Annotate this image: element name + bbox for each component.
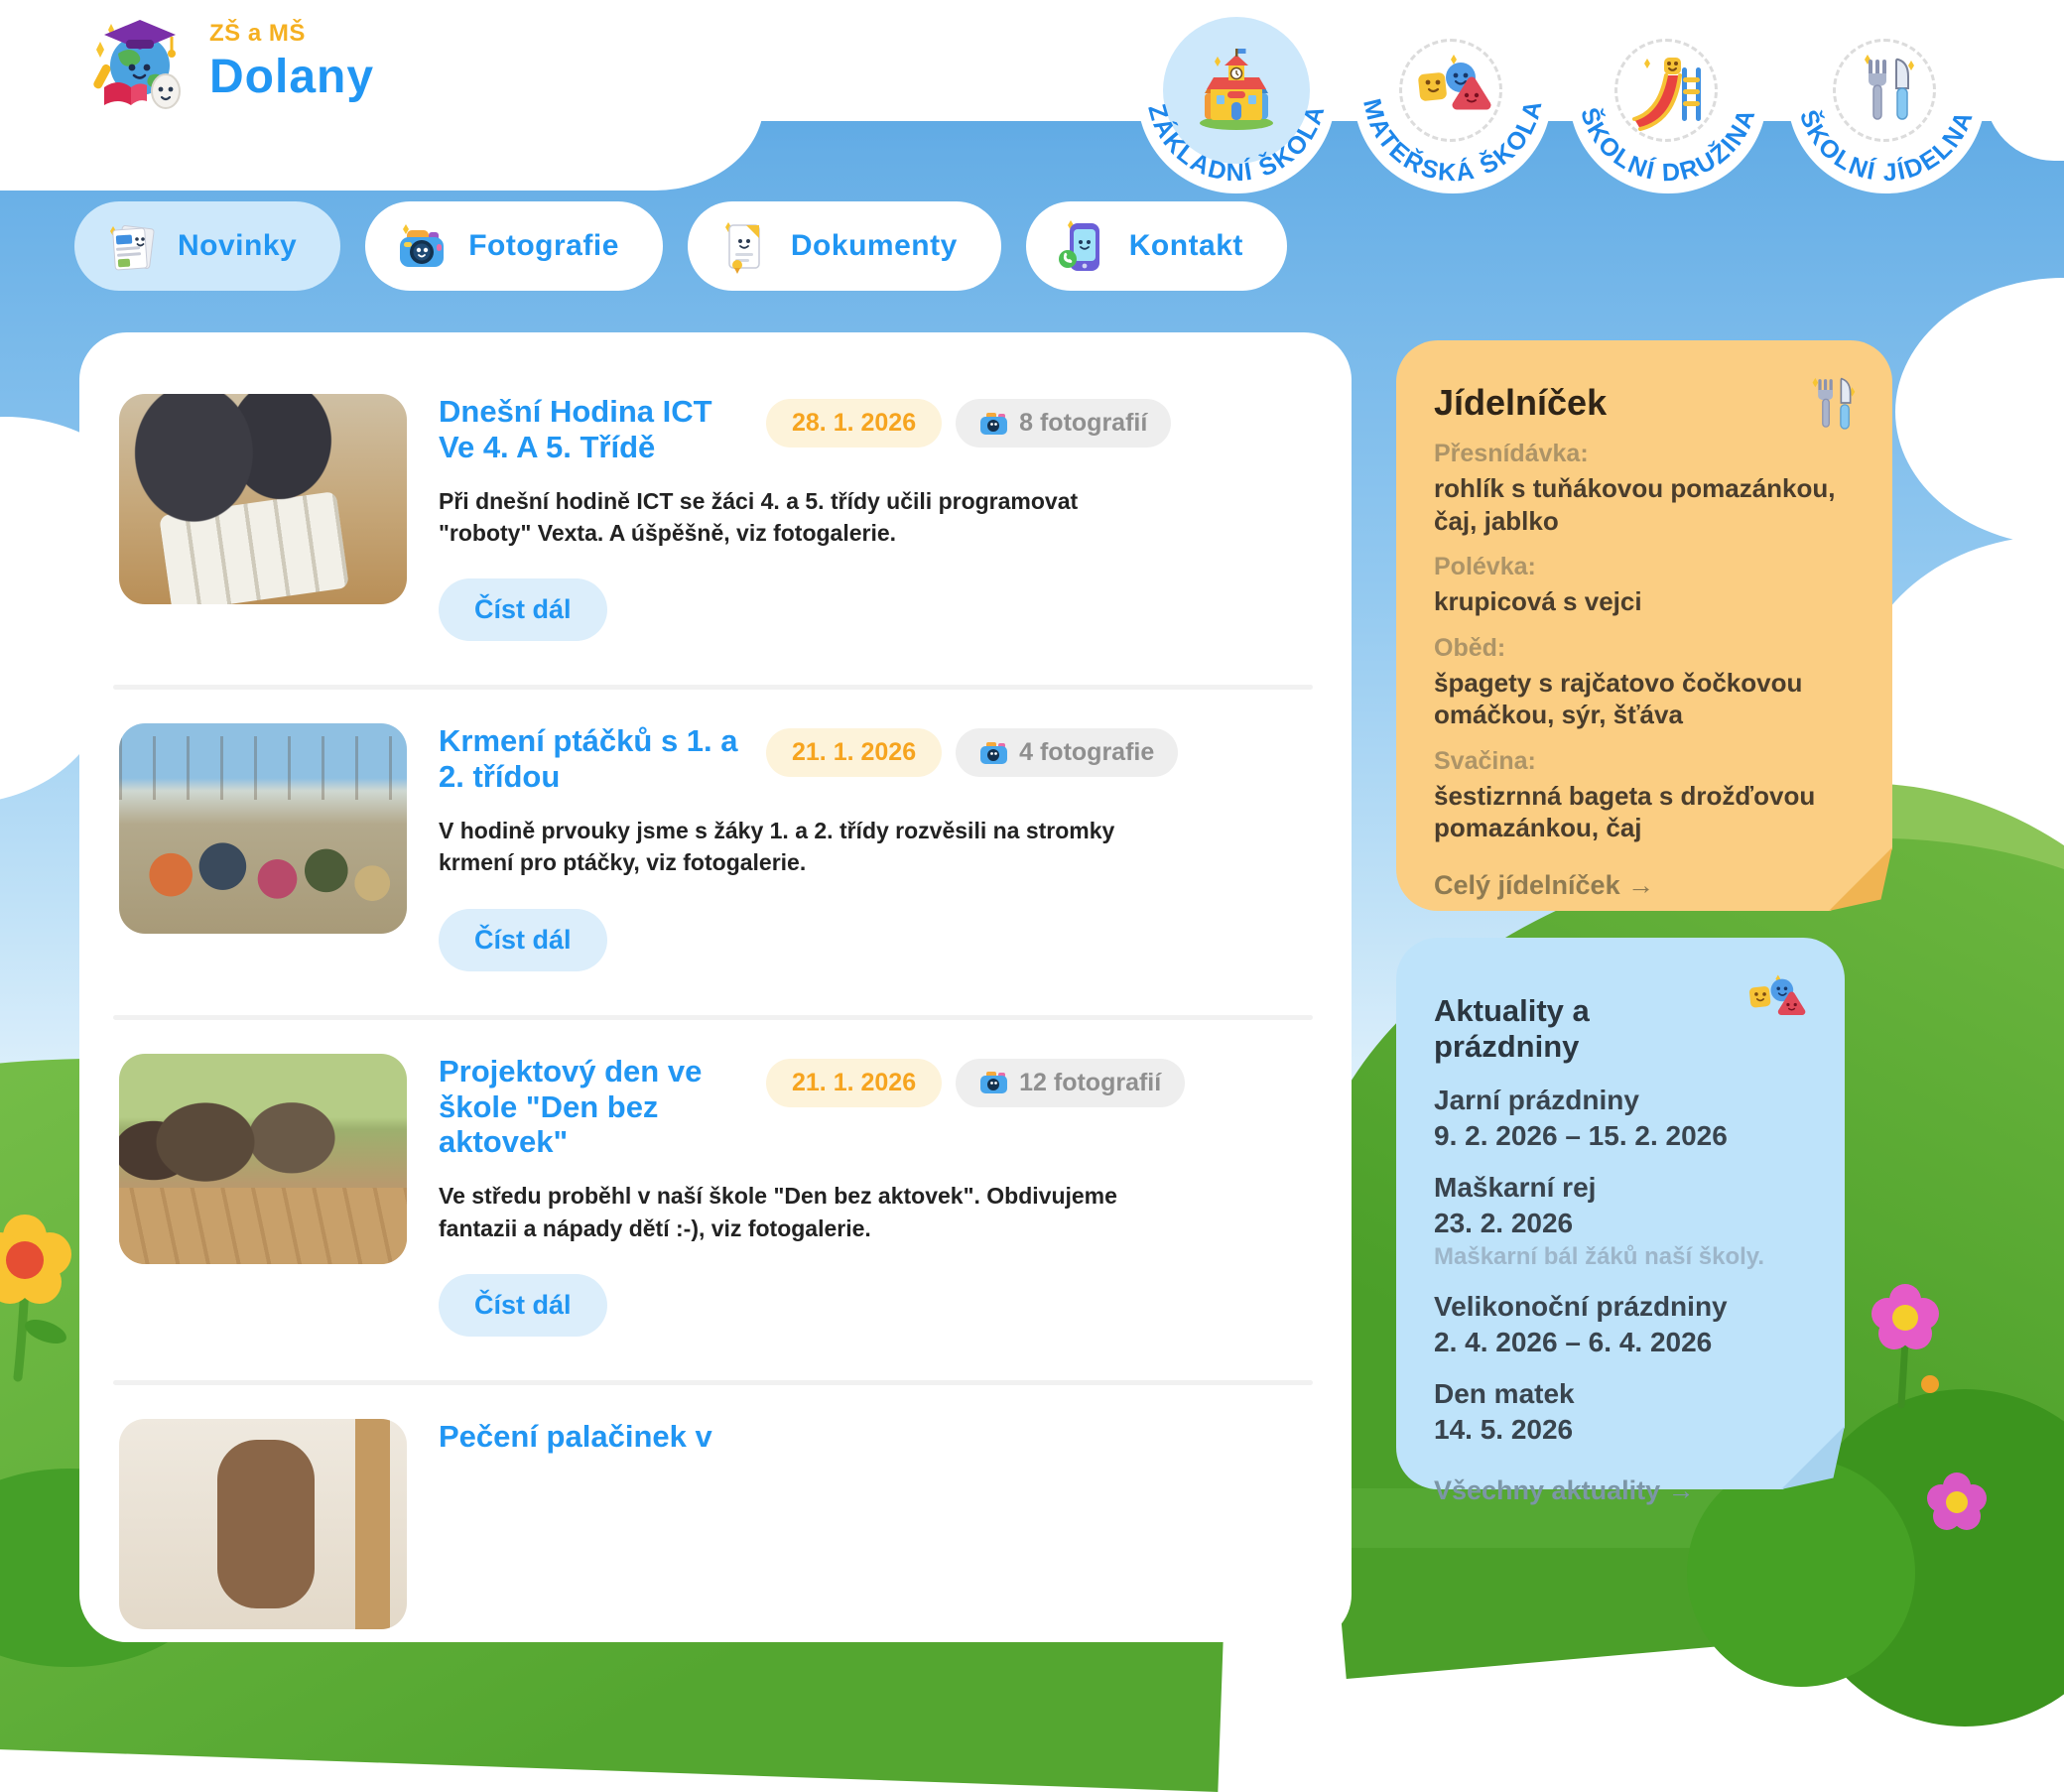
- nav-fotografie[interactable]: [365, 201, 663, 291]
- nav-novinky[interactable]: [74, 201, 340, 291]
- news-item: [119, 690, 1307, 1014]
- camera-icon: [393, 217, 451, 275]
- event-note: Maškarní bál žáků naší školy.: [1434, 1243, 1765, 1270]
- news-photo-thumbnail[interactable]: [119, 723, 407, 934]
- flower-dot: [1921, 1375, 1939, 1393]
- nav-label: Kontakt: [1128, 229, 1243, 262]
- date-badge: 28. 1. 2026: [766, 399, 942, 448]
- news-excerpt: V hodině prvouky jsme s žáky 1. a 2. třídy rozvěsili na stromky krmení pro ptáčky, viz fotogalerie.: [439, 818, 1115, 876]
- events-card: [1396, 938, 1845, 1505]
- news-item: [119, 1020, 1307, 1380]
- menu-course-label: Polévka:: [1434, 553, 1536, 580]
- newspaper-icon: [102, 217, 160, 275]
- section-skolni-druzina[interactable]: [1559, 0, 1777, 220]
- nav-dokumenty[interactable]: [688, 201, 1001, 291]
- logo-school-type: ZŠ a MŠ: [209, 20, 306, 47]
- news-excerpt: Ve středu proběhl v naší škole "Den bez aktovek". Obdivujeme fantazii a nápady dětí :-), viz fotogalerie.: [439, 1183, 1117, 1241]
- menu-card-title: Jídelníček: [1434, 382, 1608, 423]
- news-item: [119, 1385, 1307, 1673]
- nav-label: Dokumenty: [790, 229, 958, 262]
- camera-icon: [979, 412, 1009, 436]
- read-more-button[interactable]: Číst dál: [439, 1274, 607, 1337]
- section-label-arc: [1777, 0, 1996, 220]
- photo-count-badge: [956, 728, 1178, 777]
- nav-label: Fotografie: [468, 229, 619, 262]
- photo-count-label: 12 fotografií: [1019, 1068, 1162, 1096]
- full-menu-link[interactable]: Celý jídelníček →: [1434, 869, 1655, 900]
- date-badge: 21. 1. 2026: [766, 728, 942, 777]
- globe-logo-icon: [84, 12, 195, 111]
- camera-icon: [979, 1071, 1009, 1094]
- svg-text:ZÁKLADNÍ ŠKOLA: ZÁKLADNÍ ŠKOLA: [1142, 100, 1331, 188]
- menu-course-label: Přesnídávka:: [1434, 440, 1589, 467]
- photo-count-badge: [956, 399, 1171, 448]
- lunch-menu-card: [1396, 340, 1892, 911]
- menu-course-value: šestizrnná bageta s drožďovou pomazánkou, čaj: [1434, 780, 1816, 842]
- main-navigation: [74, 201, 1287, 291]
- svg-text:ŠKOLNÍ DRUŽINA: ŠKOLNÍ DRUŽINA: [1575, 103, 1761, 188]
- section-skolni-jidelna[interactable]: [1777, 0, 1996, 220]
- date-badge: 21. 1. 2026: [766, 1059, 942, 1107]
- site-logo[interactable]: [84, 12, 374, 111]
- news-photo-thumbnail[interactable]: [119, 1419, 407, 1629]
- section-zakladni-skola[interactable]: [1127, 0, 1346, 220]
- event-date: 9. 2. 2026 – 15. 2. 2026: [1434, 1120, 1728, 1151]
- section-label-arc: [1559, 0, 1777, 220]
- menu-course-value: rohlík s tuňákovou pomazánkou, čaj, jablko: [1434, 473, 1836, 536]
- news-title[interactable]: Dnešní Hodina ICT Ve 4. A 5. Třídě: [439, 394, 712, 464]
- read-more-button[interactable]: Číst dál: [439, 909, 607, 971]
- event-date: 23. 2. 2026: [1434, 1208, 1574, 1238]
- news-title[interactable]: Projektový den ve škole "Den bez aktovek": [439, 1053, 703, 1160]
- menu-course-label: Svačina:: [1434, 746, 1536, 775]
- pink-flower: [1915, 1467, 1999, 1566]
- event-date: 14. 5. 2026: [1434, 1414, 1574, 1445]
- news-photo-thumbnail[interactable]: [119, 1054, 407, 1264]
- photo-count-label: 4 fotografie: [1019, 738, 1155, 767]
- news-photo-thumbnail[interactable]: [119, 394, 407, 604]
- news-feed-card: [79, 332, 1352, 1642]
- section-label-arc: [1127, 0, 1346, 220]
- document-icon: [715, 217, 773, 275]
- pink-flower: [1858, 1278, 1957, 1417]
- events-card-title: Aktuality a prázdniny: [1434, 993, 1590, 1064]
- photo-count-label: 8 fotografií: [1019, 409, 1148, 437]
- all-events-link[interactable]: Všechny aktuality →: [1434, 1475, 1695, 1505]
- photo-count-badge: [956, 1059, 1185, 1107]
- news-excerpt: Při dnešní hodině ICT se žáci 4. a 5. třídy učili programovat "roboty" Vexta. A úšpěšně, viz fotogalerie.: [439, 487, 1079, 547]
- event-name: Maškarní rej: [1434, 1172, 1597, 1203]
- event-date: 2. 4. 2026 – 6. 4. 2026: [1434, 1327, 1713, 1357]
- camera-icon: [979, 741, 1009, 765]
- menu-course-value: krupicová s vejci: [1434, 586, 1642, 616]
- shapes-icon: [1743, 971, 1811, 1025]
- event-name: Velikonoční prázdniny: [1434, 1291, 1728, 1322]
- nav-label: Novinky: [178, 229, 298, 262]
- phone-icon: [1054, 217, 1111, 275]
- section-label-arc: [1344, 0, 1562, 220]
- news-title[interactable]: Pečení palačinek v: [439, 1418, 712, 1454]
- news-item: [119, 372, 1307, 685]
- event-name: Jarní prázdniny: [1434, 1085, 1639, 1115]
- logo-school-name: Dolany: [209, 51, 375, 103]
- menu-course-value: špagety s rajčatovo čočkovou omáčkou, sýr, šťáva: [1434, 667, 1803, 729]
- news-title[interactable]: Krmení ptáčků s 1. a 2. třídou: [439, 723, 738, 795]
- read-more-button[interactable]: Číst dál: [439, 578, 607, 641]
- section-materska-skola[interactable]: [1344, 0, 1562, 220]
- menu-course-label: Oběd:: [1434, 633, 1506, 662]
- event-name: Den matek: [1434, 1378, 1575, 1409]
- svg-text:MATEŘSKÁ ŠKOLA: MATEŘSKÁ ŠKOLA: [1357, 95, 1548, 188]
- svg-text:ŠKOLNÍ JÍDELNA: ŠKOLNÍ JÍDELNA: [1793, 105, 1980, 188]
- nav-kontakt[interactable]: [1026, 201, 1287, 291]
- cutlery-icon: [1807, 374, 1859, 432]
